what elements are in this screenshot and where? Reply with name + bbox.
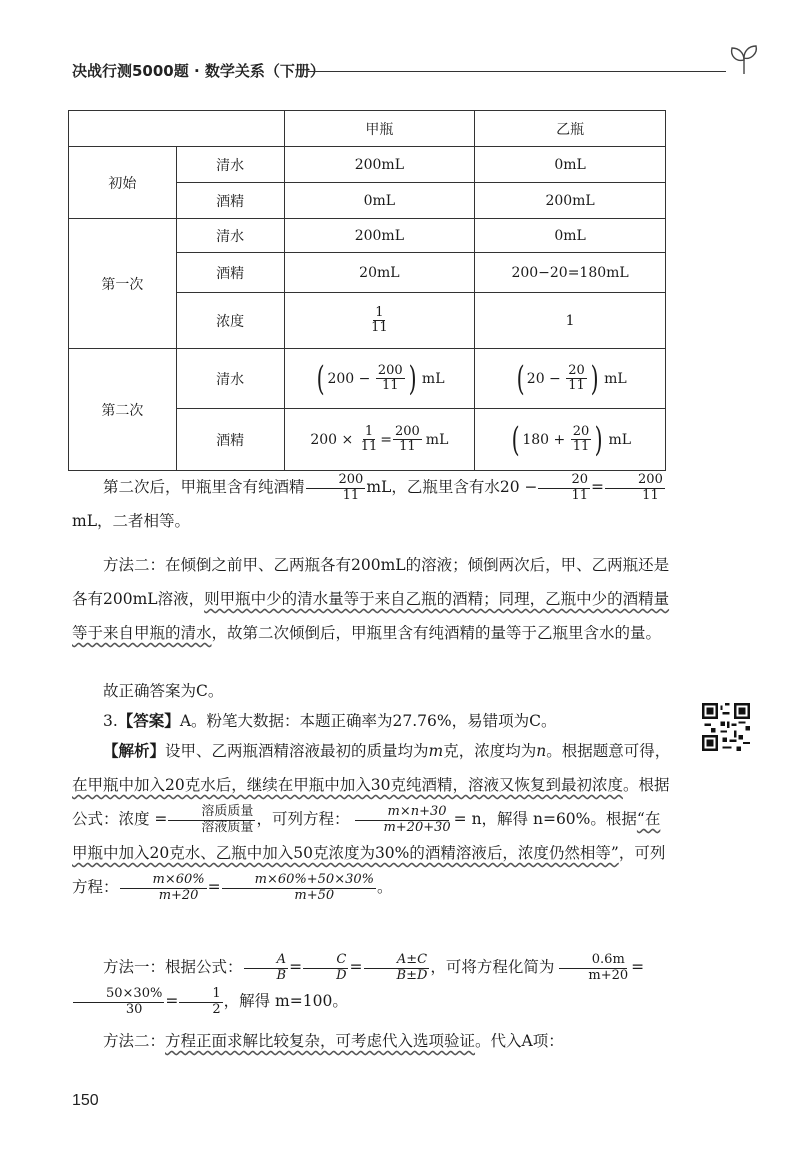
table-header-row	[69, 111, 666, 147]
fraction: $\frac{1}{11}$	[371, 304, 388, 335]
fraction: $\frac{m\times n+30}{m+20+30}$	[350, 805, 452, 835]
row-sublabel-water: 清水	[176, 219, 284, 253]
paragraph-method-two: 方法二：在倾倒之前甲、乙两瓶各有200mL的溶液；倾倒两次后，甲、乙两瓶还是各有200mL溶液，则甲瓶中少的清水量等于来自乙瓶的酒精；同理，乙瓶中少的酒精量等于来自甲瓶的清水，故第二次倾倒后，甲瓶里含有纯酒精的量等于乙瓶里含水的量。	[72, 556, 670, 642]
fraction: $\frac{0.6m}{m+20}$	[555, 953, 630, 983]
cell-second-b-water: ( 20 − $\frac{20}{11}$ ) mL	[475, 349, 666, 409]
row-sublabel-alcohol: 酒精	[176, 253, 284, 293]
fraction: $\frac{20}{11}$	[572, 423, 590, 454]
fraction: $\frac{200}{11}$	[605, 473, 665, 503]
table-row	[69, 219, 666, 253]
paragraph-question-3-answer: 3.【答案】A。粉笔大数据：本题正确率为27.76%，易错项为C。	[103, 711, 557, 730]
cell-first-a-water: 200mL	[284, 219, 475, 253]
row-sublabel-water: 清水	[176, 349, 284, 409]
paragraph-method-two-substitution: 方法二：方程正面求解比较复杂，可考虑代入选项验证。代入A项：	[103, 1032, 564, 1050]
qr-code-icon[interactable]	[702, 703, 750, 751]
fraction: $\frac{A\pm C}{B\pm D}$	[364, 953, 430, 983]
fraction: $\frac{200}{11}$	[306, 473, 366, 503]
header-rule	[308, 71, 726, 72]
cell-initial-a-alcohol: 0mL	[284, 183, 475, 219]
fraction: $\frac{50\times 30\%}{30}$	[73, 987, 164, 1017]
row-sublabel-water: 清水	[176, 147, 284, 183]
row-sublabel-alcohol: 酒精	[176, 409, 284, 471]
fraction: $\frac{C}{D}$	[303, 953, 348, 983]
fraction: $\frac{m\times 60\%}{m+20}$	[120, 873, 207, 903]
table-row	[69, 147, 666, 183]
fraction: $\frac{A}{B}$	[244, 953, 289, 983]
fraction: $\frac{20}{11}$	[538, 473, 590, 503]
fraction: $\frac{200}{11}$	[394, 423, 420, 454]
fraction: $\frac{200}{11}$	[377, 362, 403, 393]
row-sublabel-concentration: 浓度	[176, 293, 284, 349]
paragraph-answer: 故正确答案为C。	[103, 682, 224, 700]
book-title: 决战行测5000题 · 数学关系（下册）	[72, 62, 325, 80]
fraction: $\frac{1}{2}$	[179, 987, 222, 1017]
cell-first-a-alcohol: 20mL	[284, 253, 475, 293]
fraction: $\frac{\text{溶质质量}}{\text{溶液质量}}$	[168, 805, 255, 835]
row-label-first: 第一次	[69, 219, 177, 349]
cell-second-a-alcohol: 200 × $\frac{1}{11}$ = $\frac{200}{11}$ mL	[284, 409, 475, 471]
mixing-table	[68, 110, 666, 471]
corner-cell	[69, 111, 285, 147]
col-header-bottle-a: 甲瓶	[284, 111, 475, 147]
row-label-initial: 初始	[69, 147, 177, 219]
page-number: 150	[72, 1092, 99, 1109]
cell-first-b-water: 0mL	[475, 219, 666, 253]
cell-first-b-concentration: 1	[475, 293, 666, 349]
table-row	[69, 349, 666, 409]
cell-initial-b-alcohol: 200mL	[475, 183, 666, 219]
row-label-second: 第二次	[69, 349, 177, 471]
cell-initial-b-water: 0mL	[475, 147, 666, 183]
cell-first-b-alcohol: 200−20=180mL	[475, 253, 666, 293]
paragraph-method-one: 方法一：根据公式： $\frac{A}{B}$ = $\frac{C}{D}$ = $\frac{A\pm C}{B\pm D}$ ，可将方程化简为 $\frac{0.6m}{m+20}$ = $\frac{50\times 30\%}{30}$ = $\frac{1}{2}$ ，解得 m=100。	[72, 950, 672, 1018]
sprout-icon	[726, 40, 762, 80]
fraction: $\frac{1}{11}$	[360, 423, 378, 454]
cell-second-a-water: ( 200 − $\frac{200}{11}$ ) mL	[284, 349, 475, 409]
cell-first-a-concentration	[284, 293, 475, 349]
fraction: $\frac{20}{11}$	[568, 362, 585, 393]
running-header	[72, 60, 762, 84]
paragraph-conclusion: 第二次后，甲瓶里含有纯酒精 $\frac{200}{11}$ mL，乙瓶里含有水20 − $\frac{20}{11}$ = $\frac{200}{11}$ mL，二者相等。	[72, 472, 663, 530]
fraction: $\frac{m\times 60\%+50\times 30\%}{m+50}$	[222, 873, 376, 903]
row-sublabel-alcohol: 酒精	[176, 183, 284, 219]
col-header-bottle-b: 乙瓶	[475, 111, 666, 147]
cell-initial-a-water: 200mL	[284, 147, 475, 183]
paragraph-analysis: 【解析】设甲、乙两瓶酒精溶液最初的质量均为m克，浓度均为n。根据题意可得，在甲瓶中加入20克水后，继续在甲瓶中加入30克纯酒精，溶液又恢复到最初浓度。根据公式：浓度 = $\frac{\text{溶质质量}}{\text{溶液质量}}$ ，可列方程： $\frac{m\times n+30}{m+20+30}$ = n，解得 n=60%。根据“在甲瓶中加入20克水、乙瓶中加入50克浓度为30%的酒精溶液后，浓度仍然相等”，可列方程： $\frac{m\times 60\%}{m+20}$ = $\frac{m\times 60\%+50\times 30\%}{m+50}$ 。	[72, 741, 671, 903]
cell-second-b-alcohol: ( 180 + $\frac{20}{11}$ ) mL	[475, 409, 666, 471]
